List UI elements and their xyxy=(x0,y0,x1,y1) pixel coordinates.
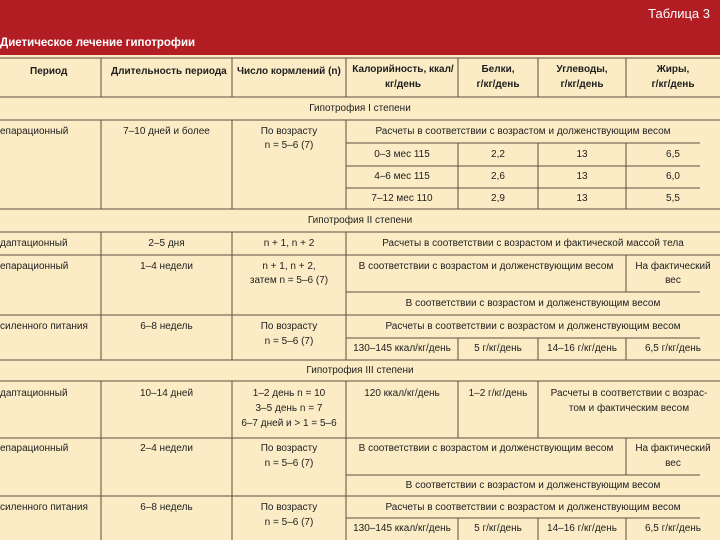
s3-rep-feedings-line2: n = 5–6 (7) xyxy=(264,458,314,469)
s1-row2-age: 4–6 мес 115 xyxy=(374,171,430,182)
header-calories: Калорийность, ккал/ xyxy=(352,64,454,75)
s3-enh-protein: 5 г/кг/день xyxy=(474,523,522,534)
s1-row1-age: 0–3 мес 115 xyxy=(374,149,430,160)
s3-adapt-protein: 1–2 г/кг/день xyxy=(468,388,528,399)
s2-adapt-period: даптационный xyxy=(0,238,68,249)
s2-rep-feedings-line1: n + 1, n + 2, xyxy=(262,261,316,272)
s2-rep-feedings-line2: затем n = 5–6 (7) xyxy=(249,275,329,286)
s3-adapt-carbs-fats-line2: том и фактическим весом xyxy=(568,403,690,414)
s1-row3-fats: 5,5 xyxy=(666,193,680,204)
s3-adapt-feedings-line3: 6–7 дней и > 1 = 5–6 xyxy=(241,418,337,429)
s3-enh-calc: Расчеты в соответствии с возрастом и долженствующим весом xyxy=(385,502,681,513)
s2-adapt-feedings: n + 1, n + 2 xyxy=(263,238,315,249)
s2-enh-calc: Расчеты в соответствии с возрастом и долженствующим весом xyxy=(385,321,681,332)
s2-rep-full-calc: В соответствии с возрастом и долженствующим весом xyxy=(405,298,661,309)
s1-row2-protein: 2,6 xyxy=(491,171,505,182)
section-title-degree-3: Гипотрофия III степени xyxy=(306,365,414,376)
s1-period: епарационный xyxy=(0,126,69,137)
s2-enh-feedings-line1: По возрасту xyxy=(260,321,318,332)
s1-row3-carbs: 13 xyxy=(576,193,588,204)
s3-rep-feedings-line1: По возрасту xyxy=(260,443,318,454)
s3-rep-full-calc: В соответствии с возрастом и долженствующим весом xyxy=(405,480,661,491)
s3-enh-feedings-line2: n = 5–6 (7) xyxy=(264,517,314,528)
s3-rep-fats-line2: вес xyxy=(665,458,681,469)
s2-enh-calories: 130–145 ккал/кг/день xyxy=(353,343,451,354)
s2-enh-carbs: 14–16 г/кг/день xyxy=(547,343,617,354)
table-title: Диетическое лечение гипотрофии xyxy=(0,37,196,49)
s3-rep-calc: В соответствии с возрастом и долженствующим весом xyxy=(358,443,614,454)
s3-enh-period: силенного питания xyxy=(0,502,88,513)
s2-enh-duration: 6–8 недель xyxy=(140,321,193,332)
s3-adapt-feedings-line1: 1–2 день n = 10 xyxy=(252,388,326,399)
header-carbs: Углеводы, xyxy=(556,64,608,75)
table-number: Таблица 3 xyxy=(648,6,710,21)
s2-adapt-duration: 2–5 дня xyxy=(148,238,185,249)
section-title-degree-1: Гипотрофия I степени xyxy=(309,103,411,114)
s2-rep-period: епарационный xyxy=(0,261,69,272)
s2-enh-fats: 6,5 г/кг/день xyxy=(644,343,702,354)
header-feedings: Число кормлений (n) xyxy=(237,66,341,77)
s3-adapt-calories: 120 ккал/кг/день xyxy=(364,388,440,399)
s3-enh-calories: 130–145 ккал/кг/день xyxy=(353,523,451,534)
header-duration: Длительность периода xyxy=(111,66,227,77)
s1-row1-carbs: 13 xyxy=(576,149,588,160)
s3-rep-fats-line1: На фактический xyxy=(635,443,711,454)
s1-calc-note: Расчеты в соответствии с возрастом и долженствующим весом xyxy=(375,126,671,137)
s3-rep-period: епарационный xyxy=(0,443,69,454)
s3-adapt-feedings-line2: 3–5 день n = 7 xyxy=(255,403,323,414)
header-carbs-unit: г/кг/день xyxy=(560,79,604,90)
s2-enh-period: силенного питания xyxy=(0,321,88,332)
s3-rep-duration: 2–4 недели xyxy=(140,443,193,454)
s3-enh-carbs: 14–16 г/кг/день xyxy=(547,523,617,534)
s1-feedings-line1: По возрасту xyxy=(260,126,318,137)
s1-row3-age: 7–12 мес 110 xyxy=(371,193,433,204)
s1-row1-protein: 2,2 xyxy=(491,149,505,160)
s3-adapt-period: даптационный xyxy=(0,388,68,399)
table-header-bar xyxy=(0,0,720,55)
header-fats-unit: г/кг/день xyxy=(651,79,695,90)
s3-enh-fats: 6,5 г/кг/день xyxy=(644,523,702,534)
s1-row2-carbs: 13 xyxy=(576,171,588,182)
header-protein-unit: г/кг/день xyxy=(476,79,520,90)
header-fats: Жиры, xyxy=(656,64,690,75)
s3-enh-feedings-line1: По возрасту xyxy=(260,502,318,513)
header-protein: Белки, xyxy=(481,64,515,75)
s2-rep-fats-line2: вес xyxy=(665,275,681,286)
header-calories-unit: кг/день xyxy=(384,79,422,90)
s2-rep-calc: В соответствии с возрастом и долженствующим весом xyxy=(358,261,614,272)
s1-duration: 7–10 дней и более xyxy=(123,126,210,137)
section-title-degree-2: Гипотрофия II степени xyxy=(307,215,413,226)
s3-adapt-duration: 10–14 дней xyxy=(139,388,194,399)
s2-rep-duration: 1–4 недели xyxy=(140,261,193,272)
s3-adapt-carbs-fats-line1: Расчеты в соответствии с возрас- xyxy=(550,388,708,399)
s2-rep-fats-line1: На фактический xyxy=(635,261,711,272)
s1-row1-fats: 6,5 xyxy=(666,149,680,160)
s2-adapt-calc: Расчеты в соответствии с возрастом и фактической массой тела xyxy=(382,238,684,249)
s1-feedings-line2: n = 5–6 (7) xyxy=(264,140,314,151)
s2-enh-protein: 5 г/кг/день xyxy=(474,343,522,354)
header-period: Период xyxy=(30,66,68,77)
s3-enh-duration: 6–8 недель xyxy=(140,502,193,513)
s2-enh-feedings-line2: n = 5–6 (7) xyxy=(264,336,314,347)
s1-row3-protein: 2,9 xyxy=(491,193,505,204)
s1-row2-fats: 6,0 xyxy=(666,171,680,182)
